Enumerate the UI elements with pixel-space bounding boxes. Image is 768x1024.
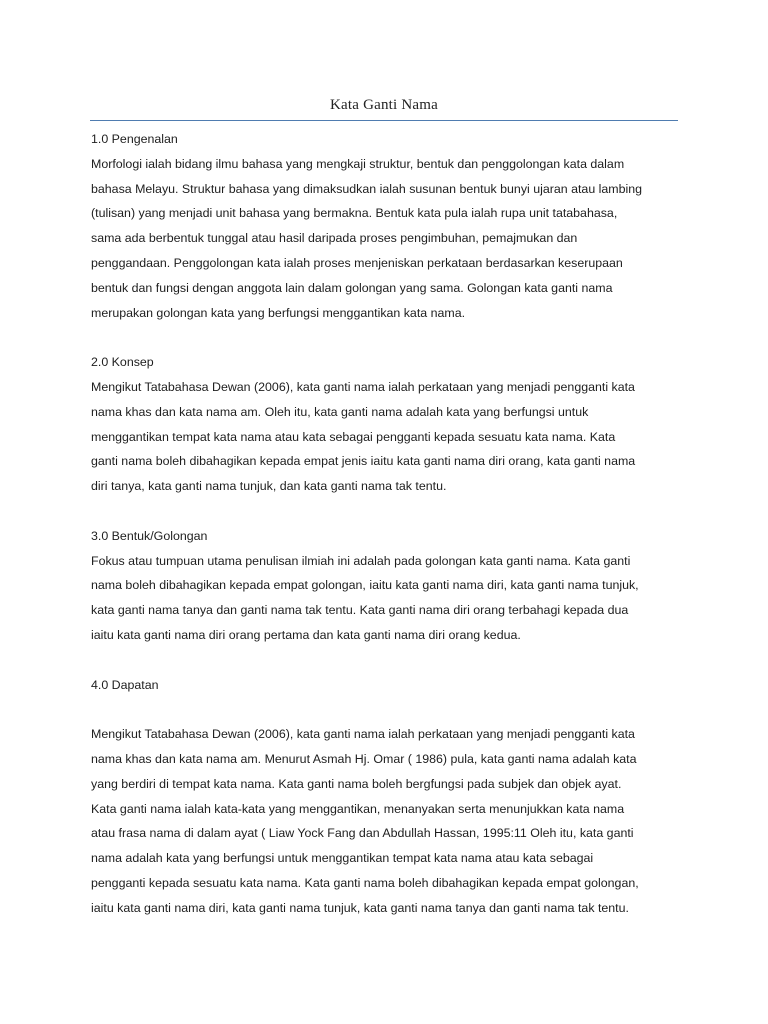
section-heading: 4.0 Dapatan: [91, 677, 159, 692]
paragraph-line: kata ganti nama tanya dan ganti nama tak tentu. Kata ganti nama diri orang terbahagi kepada dua: [91, 603, 629, 618]
paragraph-line: Morfologi ialah bidang ilmu bahasa yang mengkaji struktur, bentuk dan penggolongan kata dalam: [91, 156, 625, 171]
paragraph-line: merupakan golongan kata yang berfungsi menggantikan kata nama.: [91, 305, 466, 320]
section-heading: 3.0 Bentuk/Golongan: [91, 528, 208, 543]
paragraph-line: nama boleh dibahagikan kepada empat golongan, iaitu kata ganti nama diri, kata ganti nama tunjuk,: [91, 578, 639, 593]
paragraph-line: Mengikut Tatabahasa Dewan (2006), kata ganti nama ialah perkataan yang menjadi pengganti kata: [91, 379, 635, 394]
paragraph-line: sama ada berbentuk tunggal atau hasil daripada proses pengimbuhan, pemajmukan dan: [91, 231, 578, 246]
paragraph-line: iaitu kata ganti nama diri orang pertama dan kata ganti nama diri orang kedua.: [91, 627, 521, 642]
paragraph-line: pengganti kepada sesuatu kata nama. Kata ganti nama boleh dibahagikan kepada empat golongan,: [91, 875, 639, 890]
section: [91, 350, 691, 499]
section-paragraph: [91, 549, 691, 648]
section-heading: 2.0 Konsep: [91, 355, 154, 370]
section: [91, 673, 691, 921]
section: [91, 127, 691, 325]
paragraph-line: nama khas dan kata nama am. Menurut Asmah Hj. Omar ( 1986) pula, kata ganti nama adalah kata: [91, 751, 637, 766]
paragraph-line: diri tanya, kata ganti nama tunjuk, dan kata ganti nama tak tentu.: [91, 479, 447, 494]
paragraph-line: Mengikut Tatabahasa Dewan (2006), kata ganti nama ialah perkataan yang menjadi pengganti kata: [91, 727, 635, 742]
paragraph-line: Kata ganti nama ialah kata-kata yang menggantikan, menanyakan serta menunjukkan kata nama: [91, 801, 625, 816]
paragraph-line: nama adalah kata yang berfungsi untuk menggantikan tempat kata nama atau kata sebagai: [91, 851, 594, 866]
paragraph-line: iaitu kata ganti nama diri, kata ganti nama tunjuk, kata ganti nama tanya dan ganti nama tak tentu.: [91, 900, 629, 915]
paragraph-line: penggandaan. Penggolongan kata ialah proses menjeniskan perkataan berdasarkan keserupaan: [91, 255, 623, 270]
blank-line: [91, 697, 691, 722]
paragraph-line: yang berdiri di tempat kata nama. Kata ganti nama boleh bergfungsi pada subjek dan objek ayat.: [91, 776, 622, 791]
title-underline-rule: [90, 120, 678, 121]
paragraph-line: nama khas dan kata nama am. Oleh itu, kata ganti nama adalah kata yang berfungsi untuk: [91, 404, 589, 419]
paragraph-line: Fokus atau tumpuan utama penulisan ilmiah ini adalah pada golongan kata ganti nama. Kata ganti: [91, 553, 631, 568]
paragraph-line: bentuk dan fungsi dengan anggota lain dalam golongan yang sama. Golongan kata ganti nama: [91, 280, 613, 295]
section-paragraph: [91, 375, 691, 499]
section-paragraph: [91, 152, 691, 326]
document-title: Kata Ganti Nama: [330, 97, 438, 113]
paragraph-line: (tulisan) yang menjadi unit bahasa yang bermakna. Bentuk kata pula ialah rupa unit tatabahasa,: [91, 206, 618, 221]
section: [91, 524, 691, 648]
section-paragraph: [91, 722, 691, 920]
paragraph-line: ganti nama boleh dibahagikan kepada empat jenis iaitu kata ganti nama diri orang, kata ganti nama: [91, 454, 636, 469]
section-heading: 1.0 Pengenalan: [91, 132, 178, 146]
paragraph-line: bahasa Melayu. Struktur bahasa yang dimaksudkan ialah susunan bentuk bunyi ujaran atau lambing: [91, 181, 643, 196]
paragraph-line: menggantikan tempat kata nama atau kata sebagai pengganti kepada sesuatu kata nama. Kata: [91, 429, 616, 444]
document-body: [91, 127, 691, 921]
paragraph-line: atau frasa nama di dalam ayat ( Liaw Yock Fang dan Abdullah Hassan, 1995:11 Oleh itu, kata ganti: [91, 826, 634, 841]
